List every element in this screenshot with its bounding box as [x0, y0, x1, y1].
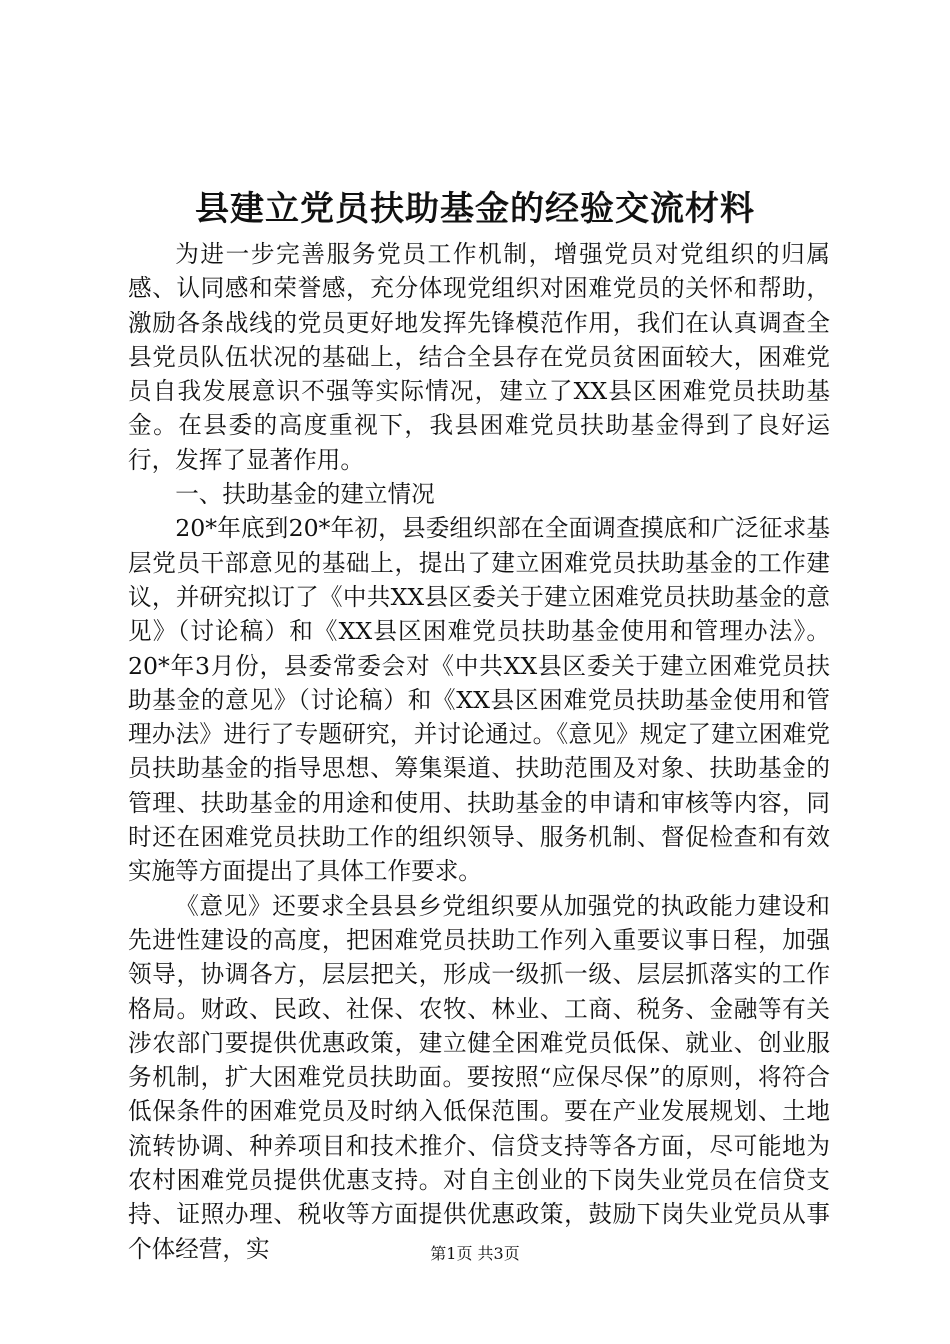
paragraph-establishment: 20*年底到20*年初，县委组织部在全面调查摸底和广泛征求基层党员干部意见的基础上，提出了建立困难党员扶助基金的工作建议，并研究拟订了《中共XX县区委关于建立困难党员扶助基金的意见》（讨论稿）和《XX县区困难党员扶助基金使用和管理办法》。20*年3月份，县委常委会对《中共XX县区委关于建立困难党员扶助基金的意见》（讨论稿）和《XX县区困难党员扶助基金使用和管理办法》进行了专题研究，并讨论通过。《意见》规定了建立困难党员扶助基金的指导思想、筹集渠道、扶助范围及对象、扶助基金的管理、扶助基金的用途和使用、扶助基金的申请和审核等内容，同时还在困难党员扶助工作的组织领导、服务机制、督促检查和有效实施等方面提出了具体工作要求。	[128, 514, 830, 886]
paragraph-requirements: 《意见》还要求全县县乡党组织要从加强党的执政能力建设和先进性建设的高度，把困难党员扶助工作列入重要议事日程，加强领导，协调各方，层层把关，形成一级抓一级、层层抓落实的工作格局。财政、民政、社保、农牧、林业、工商、税务、金融等有关涉农部门要提供优惠政策，建立健全困难党员低保、就业、创业服务机制，扩大困难党员扶助面。要按照“应保尽保”的原则，将符合低保条件的困难党员及时纳入低保范围。要在产业发展规划、土地流转协调、种养项目和技术推介、信贷支持等各方面，尽可能地为农村困难党员提供优惠支持。对自主创业的下岗失业党员在信贷支持、证照办理、税收等方面提供优惠政策，鼓励下岗失业党员从事个体经营，实	[128, 891, 830, 1263]
paragraph-intro: 为进一步完善服务党员工作机制，增强党员对党组织的归属感、认同感和荣誉感，充分体现党组织对困难党员的关怀和帮助，激励各条战线的党员更好地发挥先锋模范作用，我们在认真调查全县党员队伍状况的基础上，结合全县存在党员贫困面较大，困难党员自我发展意识不强等实际情况，建立了XX县区困难党员扶助基金。在县委的高度重视下，我县困难党员扶助基金得到了良好运行，发挥了显著作用。	[128, 240, 830, 474]
page-footer: 第1页 共3页	[430, 1244, 520, 1263]
document-body	[128, 237, 830, 1266]
document-title: 县建立党员扶助基金的经验交流材料	[195, 189, 755, 229]
section-heading: 一、扶助基金的建立情况	[175, 480, 435, 509]
